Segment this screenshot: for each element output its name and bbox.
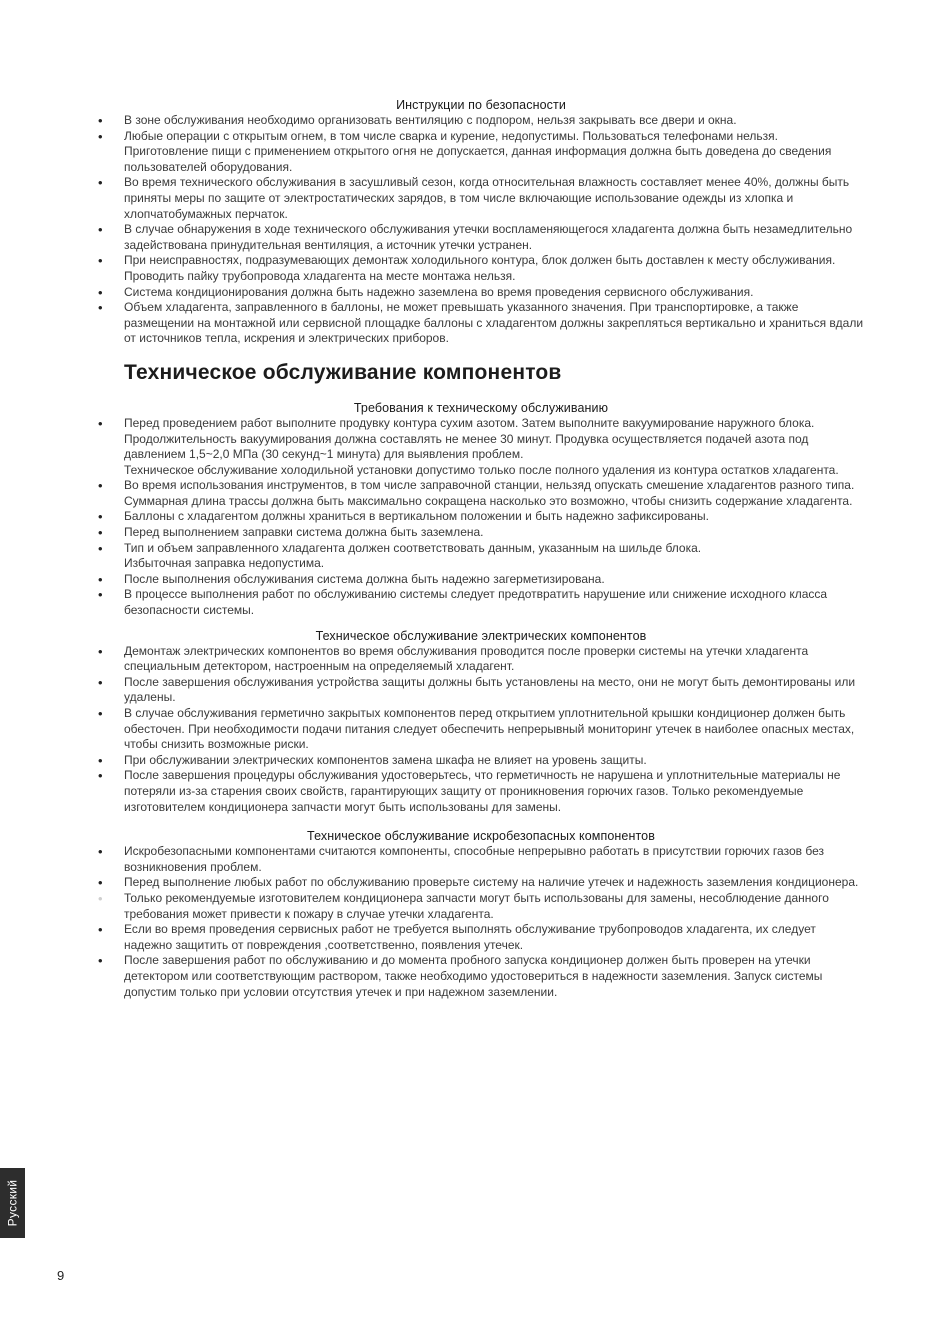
list-item: • Тип и объем заправленного хладагента должен соответствовать данным, указанным на шильде блока. Избыточная заправка недопустима. <box>97 541 865 572</box>
list-item: • В случае обслуживания герметично закрытых компонентов перед открытием уплотнительной крышки кондиционер должен быть обесточен. При необходимости подачи питания следует обеспечить непрерывный мониторинг утечек в наиболее опасных местах, чтобы снизить возможные риски. <box>97 706 865 753</box>
list-item: • При обслуживании электрических компонентов замена шкафа не влияет на уровень защиты. <box>97 753 865 769</box>
list-item: • Система кондиционирования должна быть надежно заземлена во время проведения сервисного обслуживания. <box>97 285 865 301</box>
electrical-heading: Техническое обслуживание электрических компонентов <box>315 628 647 643</box>
list-item: • После завершения обслуживания устройства защиты должны быть установлены на место, они не могут быть демонтированы или удалены. <box>97 675 865 706</box>
list-item: • Искробезопасными компонентами считаются компоненты, способные непрерывно работать в присутствии горючих газов без возникновения проблем. <box>97 844 865 875</box>
list-item: • В зоне обслуживания необходимо организовать вентиляцию с подпором, нельзя закрывать все двери и окна. <box>97 113 865 129</box>
document-body <box>97 98 865 1000</box>
safety-list <box>97 113 865 347</box>
list-item: • При неисправностях, подразумевающих демонтаж холодильного контура, блок должен быть доставлен к месту обслуживания. Проводить пайку трубопровода хладагента на месте монтажа нельзя. <box>97 253 865 284</box>
list-item: • В процессе выполнения работ по обслуживанию системы следует предотвратить нарушение или снижение исходного класса безопасности системы. <box>97 587 865 618</box>
list-item: • Перед выполнение любых работ по обслуживанию проверьте систему на наличие утечек и надежность заземления кондиционера. <box>97 875 865 891</box>
requirements-list <box>97 416 865 619</box>
list-item: • После завершения работ по обслуживанию и до момента пробного запуска кондиционер должен быть проверен на утечки детектором или соответствующим раствором, также необходимо удостовериться в надежности заземления. Запуск системы допустим только при условии отсутствия утечек и при надежном заземлении. <box>97 953 865 1000</box>
list-item: • После завершения процедуры обслуживания удостоверьтесь, что герметичность не нарушена и уплотнительные материалы не потеряли из-за старения своих свойств, гарантирующих защиту от проникновения горючих газов. Только рекомендуемые изготовителем кондиционера запчасти могут быть использованы для замены. <box>97 768 865 815</box>
list-item: • Любые операции с открытым огнем, в том числе сварка и курение, недопустимы. Пользоваться телефонами нельзя. Приготовление пищи с применением открытого огня не допускается, данная информация должна быть доведена до сведения пользователей оборудования. <box>97 129 865 176</box>
electrical-list <box>97 644 865 816</box>
page-number: 9 <box>57 1268 65 1283</box>
list-item: • Перед выполнением заправки система должна быть заземлена. <box>97 525 865 541</box>
list-item: • Баллоны с хладагентом должны храниться в вертикальном положении и быть надежно зафиксированы. <box>97 509 865 525</box>
list-item: • Во время использования инструментов, в том числе заправочной станции, нельзяд опускать смешение хладагентов разного типа. Суммарная длина трассы должна быть максимально сокращена насколько это возможно, чтобы снизить содержание хладагента. <box>97 478 865 509</box>
list-item: • Если во время проведения сервисных работ не требуется выполнять обслуживание трубопроводов хладагента, их следует надежно защитить от повреждения ,соответственно, появления утечек. <box>97 922 865 953</box>
list-item: • В случае обнаружения в ходе технического обслуживания утечки воспламеняющегося хладагента должна быть незамедлительно задействована принудительная вентиляция, а источник утечки устранен. <box>97 222 865 253</box>
list-item: • Во время технического обслуживания в засушливый сезон, когда относительная влажность составляет менее 40%, должны быть приняты меры по защите от электростатических зарядов, в том числе включающие использование одежды из хлопка и хлопчатобумажных перчаток. <box>97 175 865 222</box>
page-title: Техническое обслуживание компонентов <box>124 360 562 384</box>
language-tab <box>0 1168 25 1238</box>
safety-heading: Инструкции по безопасности <box>396 98 566 112</box>
list-item: • Объем хладагента, заправленного в баллоны, не может превышать указанного значения. При транспортировке, а также размещении на монтажной или сервисной площадке баллоны с хладагентом должны закрепляться вертикально и храниться вдали от источников тепла, искрения и электрических приборов. <box>97 300 865 347</box>
language-tab-label: Русский <box>5 1179 20 1227</box>
intrinsic-list <box>97 844 865 1000</box>
list-item: • Демонтаж электрических компонентов во время обслуживания проводится после проверки системы на утечки хладагента специальным детектором, настроенным на определяемый хладагент. <box>97 644 865 675</box>
list-item: • После выполнения обслуживания система должна быть надежно загерметизирована. <box>97 572 865 588</box>
intrinsic-heading: Техническое обслуживание искробезопасных компонентов <box>307 829 655 844</box>
requirements-heading: Требования к техническому обслуживанию <box>353 400 609 415</box>
list-item: • Перед проведением работ выполните продувку контура сухим азотом. Затем выполните вакуумирование наружного блока. Продолжительность вакуумирования должна составлять не менее 30 минут. Продувка осуществляется подачей азота под давлением 1,5~2,0 МПа (30 секунд~1 минута) для выявления проблем. Техническое обслуживание холодильной установки допустимо только после полного удаления из контура остатков хладагента. <box>97 416 865 478</box>
list-item: • Только рекомендуемые изготовителем кондиционера запчасти могут быть использованы для замены, несоблюдение данного требования может привести к пожару в случае утечки хладагента. <box>97 891 865 922</box>
